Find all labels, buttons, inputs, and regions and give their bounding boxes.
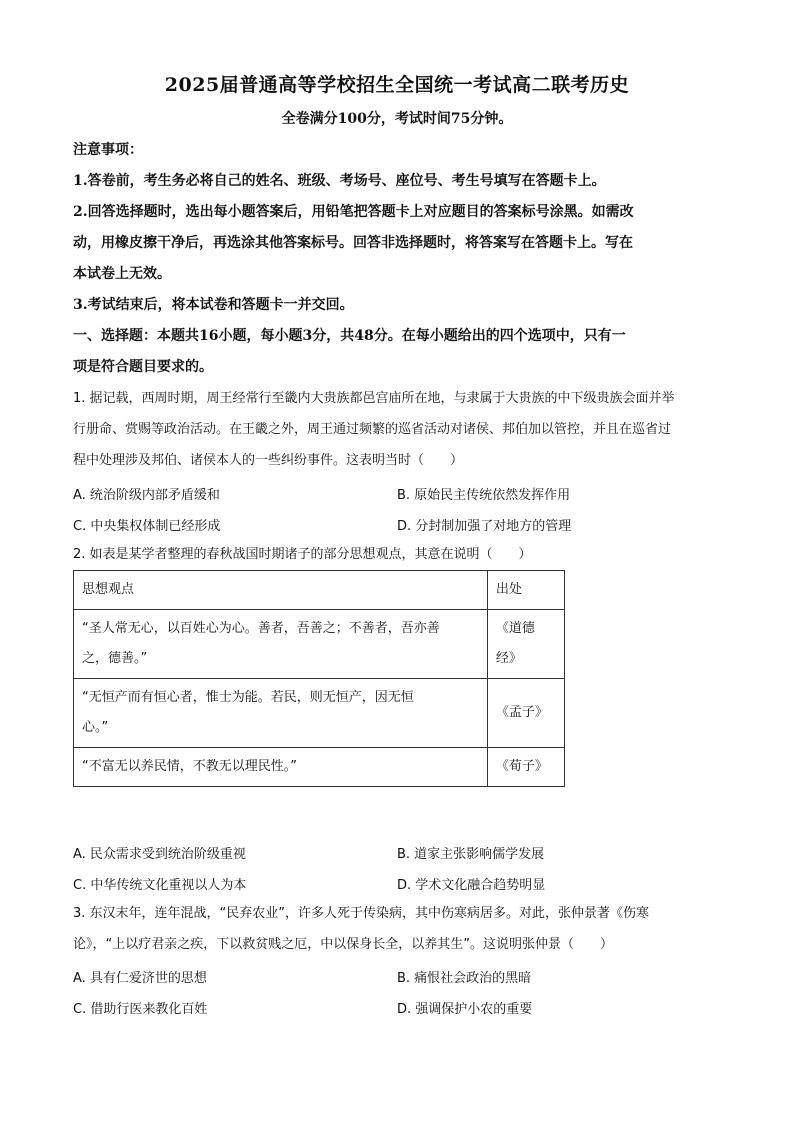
table-row (74, 610, 565, 679)
q1-option-d: D. 分封制加强了对地方的管理 (397, 519, 572, 534)
exam-title: 2025届普通高等学校招生全国统一考试高二联考历史 (164, 74, 630, 96)
q1-stem-line-2: 行册命、赏赐等政治活动。在王畿之外，周王通过频繁的巡省活动对诸侯、邦伯加以管控，并且在巡省过 (73, 422, 672, 437)
q3-option-b: B. 痛恨社会政治的黑暗 (397, 971, 532, 986)
q2-option-c: C. 中华传统文化重视以人为本 (73, 878, 247, 893)
q2-option-b: B. 道家主张影响儒学发展 (397, 847, 545, 862)
q3-stem-line-2: 论》，“上以疗君亲之疾，下以救贫贱之厄，中以保身长全，以养其生”。这说明张仲景（ ） (73, 937, 613, 952)
q3-stem-line-1: 3. 东汉末年，连年混战，“民弃农业”，许多人死于传染病，其中伤寒病居多。对此，张仲景著《伤寒 (73, 906, 650, 921)
table-header-view: 思想观点 (74, 571, 488, 610)
notice-line-1: 1.答卷前，考生务必将自己的姓名、班级、考场号、座位号、考生号填写在答题卡上。 (73, 173, 606, 189)
cell-text: 心。” (82, 720, 109, 735)
q1-option-c: C. 中央集权体制已经形成 (73, 519, 221, 534)
q2-option-d: D. 学术文化融合趋势明显 (397, 878, 546, 893)
table-cell-view (74, 679, 488, 748)
q1-option-a: A. 统治阶级内部矛盾缓和 (73, 488, 220, 503)
cell-text: “圣人常无心，以百姓心为心。善者，吾善之；不善者，吾亦善 (82, 621, 440, 636)
cell-text: “无恒产而有恒心者，惟士为能。若民，则无恒产，因无恒 (82, 690, 414, 705)
notice-line-2b: 动，用橡皮擦干净后，再选涂其他答案标号。回答非选择题时，将答案写在答题卡上。写在 (73, 235, 633, 251)
section-heading-line-2: 项是符合题目要求的。 (73, 359, 213, 375)
notice-heading: 注意事项： (73, 142, 143, 158)
q1-stem-line-1: 1. 据记载，西周时期，周王经常行至畿内大贵族都邑宫庙所在地，与隶属于大贵族的中下级贵族会面并举 (73, 391, 675, 406)
table-row (74, 679, 565, 748)
notice-line-2c: 本试卷上无效。 (73, 266, 171, 282)
cell-text: 经》 (495, 651, 522, 666)
table-cell-view: “不富无以养民情，不教无以理民性。” (74, 748, 488, 787)
section-heading-line-1: 一、选择题：本题共16小题，每小题3分，共48分。在每小题给出的四个选项中，只有一 (73, 328, 626, 344)
table-cell-source: 《荀子》 (487, 748, 564, 787)
q1-option-b: B. 原始民主传统依然发挥作用 (397, 488, 571, 503)
table-cell-source: 《孟子》 (487, 679, 564, 748)
q3-option-a: A. 具有仁爱济世的思想 (73, 971, 207, 986)
q2-source-table (73, 570, 565, 787)
q1-stem-line-3: 程中处理涉及邦伯、诸侯本人的一些纠纷事件。这表明当时（ ） (73, 453, 464, 468)
cell-text: 《道德 (495, 621, 535, 636)
table-cell-source (487, 610, 564, 679)
notice-line-3: 3.考试结束后，将本试卷和答题卡一并交回。 (73, 297, 354, 313)
table-row (74, 748, 565, 787)
table-header-row (74, 571, 565, 610)
cell-text: 之，德善。” (82, 651, 148, 666)
q3-option-d: D. 强调保护小农的重要 (397, 1002, 533, 1017)
table-cell-view (74, 610, 488, 679)
q2-stem: 2. 如表是某学者整理的春秋战国时期诸子的部分思想观点，其意在说明（ ） (73, 547, 532, 562)
q3-option-c: C. 借助行医来教化百姓 (73, 1002, 208, 1017)
exam-subtitle: 全卷满分100分，考试时间75分钟。 (281, 111, 513, 127)
notice-line-2a: 2.回答选择题时，选出每小题答案后，用铅笔把答题卡上对应题目的答案标号涂黑。如需改 (73, 204, 634, 220)
table-header-source: 出处 (487, 571, 564, 610)
q2-option-a: A. 民众需求受到统治阶级重视 (73, 847, 246, 862)
